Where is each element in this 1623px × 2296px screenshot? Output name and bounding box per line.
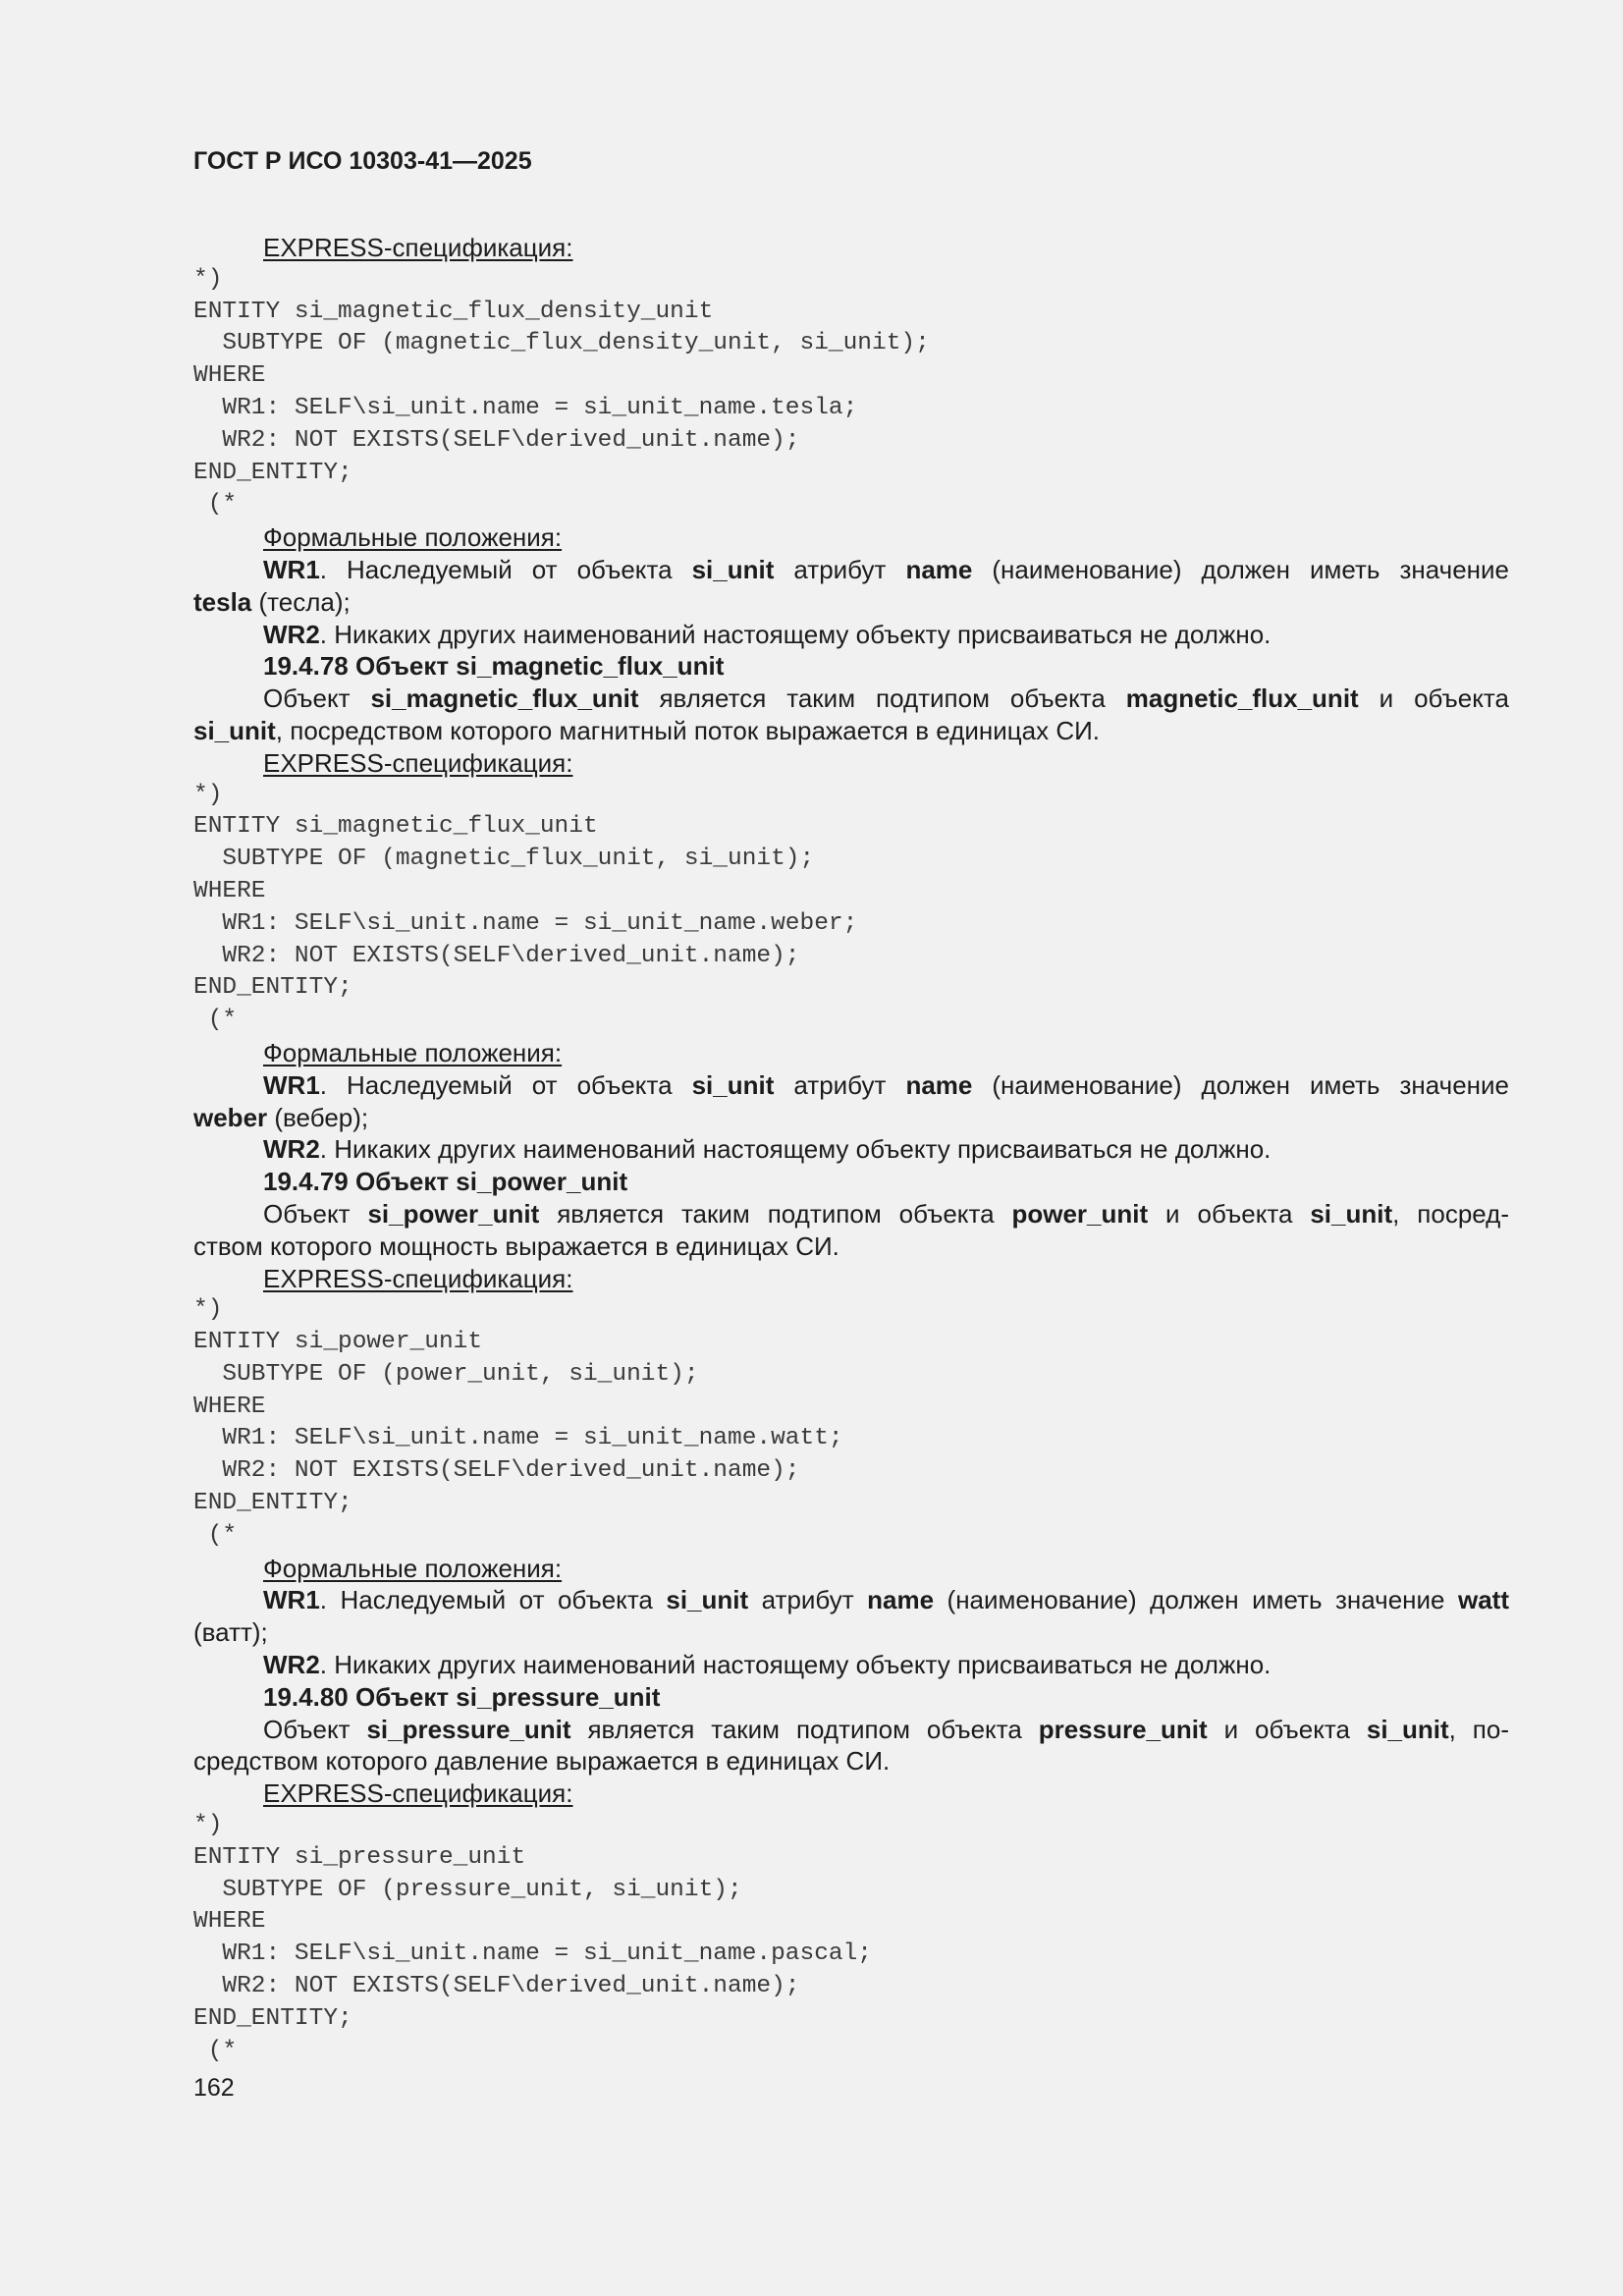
code-line: WHERE — [193, 877, 266, 904]
bold-term: weber — [193, 1102, 268, 1132]
code-line: SUBTYPE OF (power_unit, si_unit); — [193, 1360, 699, 1388]
bold-term: tesla — [193, 586, 252, 617]
text-run: Объект — [263, 1714, 367, 1744]
bold-term: WR1 — [263, 1069, 320, 1100]
code-line: *) — [193, 265, 223, 293]
code-line: *) — [193, 1296, 223, 1324]
bold-term: si_unit — [666, 1585, 749, 1615]
text-line — [193, 650, 1509, 683]
code-line: (* — [193, 1521, 238, 1549]
bold-term: si_unit — [691, 554, 775, 584]
bold-term: WR2 — [263, 1134, 320, 1165]
bold-term: watt — [1458, 1585, 1509, 1615]
text-line — [193, 1649, 1509, 1681]
text-run: и объекта — [1148, 1198, 1311, 1229]
bold-term: 19.4.80 Объект si_pressure_unit — [263, 1681, 661, 1712]
text-line — [193, 1133, 1509, 1166]
subheading-line — [193, 747, 1509, 780]
text-line — [193, 1681, 1509, 1714]
text-run: Объект — [263, 683, 371, 714]
text-line — [193, 715, 1509, 747]
code-line: (* — [193, 1007, 238, 1034]
subheading-text: Формальные положения: — [263, 522, 563, 553]
code-line: WR1: SELF\si_unit.name = si_unit_name.pascal; — [193, 1941, 873, 1968]
text-run: . Наследуемый от объекта — [319, 1585, 667, 1615]
bold-term: si_unit — [193, 715, 276, 745]
code-line: WR2: NOT EXISTS(SELF\derived_unit.name); — [193, 1457, 800, 1485]
code-line: WHERE — [193, 362, 266, 390]
text-run: средством которого давление выражается в единицах СИ. — [193, 1746, 891, 1777]
code-line: *) — [193, 781, 223, 808]
text-run: . Никаких других наименований настоящему объекту присваиваться не должно. — [319, 619, 1271, 649]
text-run: является таким подтипом объекта — [539, 1198, 1012, 1229]
text-line — [193, 1584, 1509, 1616]
bold-term: name — [867, 1585, 935, 1615]
code-line: (* — [193, 491, 238, 519]
document-page — [193, 145, 1509, 2067]
code-line: END_ENTITY; — [193, 1490, 352, 1517]
code-line: WHERE — [193, 1393, 266, 1420]
bold-term: pressure_unit — [1038, 1714, 1208, 1744]
text-run: (ватт); — [193, 1617, 268, 1648]
bold-term: magnetic_flux_unit — [1125, 683, 1359, 714]
text-line — [193, 683, 1509, 715]
subheading-line — [193, 1553, 1509, 1585]
bold-term: WR1 — [263, 554, 320, 584]
code-line: END_ENTITY; — [193, 2004, 352, 2032]
code-line: SUBTYPE OF (pressure_unit, si_unit); — [193, 1876, 742, 1903]
text-run: , посредством которого магнитный поток выражается в единицах СИ. — [275, 715, 1101, 745]
text-line — [193, 586, 1509, 619]
page-number: 162 — [193, 2074, 235, 2102]
subheading-text: Формальные положения: — [263, 1037, 563, 1067]
bold-term: si_power_unit — [367, 1198, 540, 1229]
text-run: (наименование) должен иметь значение — [972, 554, 1510, 584]
code-line: END_ENTITY; — [193, 974, 352, 1002]
subheading-text: Формальные положения: — [263, 1553, 563, 1583]
subheading-line — [193, 1777, 1509, 1810]
text-run: . Наследуемый от объекта — [319, 1069, 692, 1100]
code-line: ENTITY si_power_unit — [193, 1329, 483, 1356]
document-header: ГОСТ Р ИСО 10303-41—2025 — [193, 147, 532, 175]
bold-term: 19.4.79 Объект si_power_unit — [263, 1167, 628, 1197]
text-run: атрибут — [748, 1585, 868, 1615]
subheading-line — [193, 232, 1509, 264]
text-run: , по- — [1448, 1714, 1510, 1744]
text-run: (тесла); — [251, 586, 351, 617]
subheading-text: EXPRESS-спецификация: — [263, 747, 573, 778]
bold-term: si_unit — [1310, 1198, 1393, 1229]
code-line: ENTITY si_magnetic_flux_unit — [193, 813, 598, 841]
bold-term: WR1 — [263, 1585, 320, 1615]
text-line — [193, 554, 1509, 586]
bold-term: name — [905, 554, 973, 584]
bold-term: si_unit — [691, 1069, 775, 1100]
text-run: ством которого мощность выражается в единицах СИ. — [193, 1230, 839, 1261]
text-run: и объекта — [1207, 1714, 1367, 1744]
code-line: END_ENTITY; — [193, 459, 352, 486]
code-line: WR1: SELF\si_unit.name = si_unit_name.weber; — [193, 909, 858, 937]
code-line: SUBTYPE OF (magnetic_flux_unit, si_unit); — [193, 846, 815, 873]
text-run: . Никаких других наименований настоящему объекту присваиваться не должно. — [319, 1650, 1271, 1680]
bold-term: name — [905, 1069, 973, 1100]
text-run: является таким подтипом объекта — [638, 683, 1126, 714]
text-run: (наименование) должен иметь значение — [972, 1069, 1510, 1100]
code-line: WR2: NOT EXISTS(SELF\derived_unit.name); — [193, 1973, 800, 2000]
text-run: . Наследуемый от объекта — [319, 554, 692, 584]
text-line — [193, 619, 1509, 651]
text-run: атрибут — [774, 554, 906, 584]
bold-term: si_magnetic_flux_unit — [370, 683, 639, 714]
code-line: WR2: NOT EXISTS(SELF\derived_unit.name); — [193, 942, 800, 969]
subheading-line — [193, 1263, 1509, 1295]
subheading-text: EXPRESS-спецификация: — [263, 1778, 573, 1809]
text-line — [193, 1069, 1509, 1102]
bold-term: WR2 — [263, 619, 320, 649]
subheading-text: EXPRESS-спецификация: — [263, 233, 573, 262]
bold-term: 19.4.78 Объект si_magnetic_flux_unit — [263, 651, 725, 682]
code-line: ENTITY si_magnetic_flux_density_unit — [193, 298, 714, 325]
code-line: ENTITY si_pressure_unit — [193, 1843, 526, 1871]
text-line — [193, 1230, 1509, 1263]
subheading-line — [193, 1037, 1509, 1069]
text-run: является таким подтипом объекта — [570, 1714, 1039, 1744]
bold-term: si_pressure_unit — [366, 1714, 571, 1744]
text-line — [193, 1198, 1509, 1230]
text-run: , посред- — [1392, 1198, 1509, 1229]
text-line — [193, 1745, 1509, 1777]
text-run: и объекта — [1358, 683, 1510, 714]
text-run: атрибут — [774, 1069, 906, 1100]
text-run: Объект — [263, 1198, 368, 1229]
text-line — [193, 1166, 1509, 1198]
text-line — [193, 1102, 1509, 1134]
code-line: *) — [193, 1812, 223, 1839]
bold-term: power_unit — [1011, 1198, 1149, 1229]
text-run: (вебер); — [267, 1102, 369, 1132]
document-body — [193, 232, 1509, 2067]
code-line: WR1: SELF\si_unit.name = si_unit_name.watt; — [193, 1425, 843, 1452]
text-line — [193, 1616, 1509, 1649]
subheading-line — [193, 521, 1509, 554]
code-line: WR1: SELF\si_unit.name = si_unit_name.tesla; — [193, 394, 858, 421]
code-line: SUBTYPE OF (magnetic_flux_density_unit, si_unit); — [193, 330, 930, 357]
code-line: (* — [193, 2037, 238, 2064]
subheading-text: EXPRESS-спецификация: — [263, 1263, 573, 1293]
code-line: WHERE — [193, 1908, 266, 1936]
code-line: WR2: NOT EXISTS(SELF\derived_unit.name); — [193, 426, 800, 454]
bold-term: WR2 — [263, 1650, 320, 1680]
text-line — [193, 1714, 1509, 1746]
bold-term: si_unit — [1366, 1714, 1449, 1744]
text-run: . Никаких других наименований настоящему объекту присваиваться не должно. — [319, 1134, 1271, 1165]
text-run: (наименование) должен иметь значение — [934, 1585, 1458, 1615]
